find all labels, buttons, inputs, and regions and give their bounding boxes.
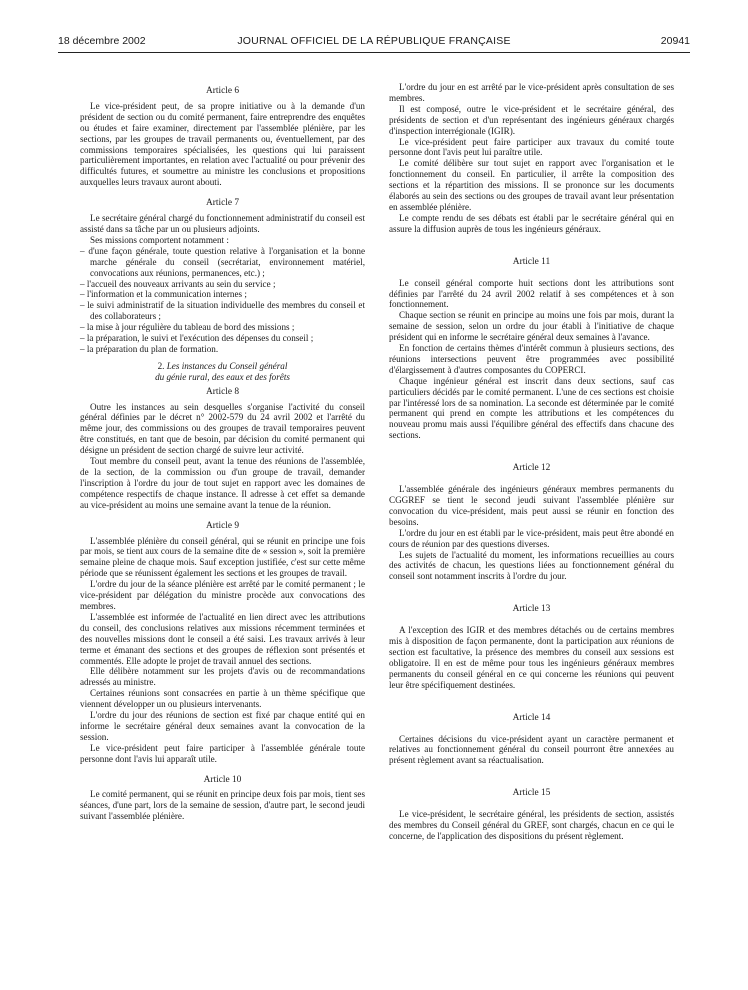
- list-item: – l'information et la communication internes ;: [80, 289, 247, 300]
- article-10-paragraph-2: L'ordre du jour en est arrêté par le vice-président après consultation de ses membres.: [389, 82, 674, 103]
- article-10-paragraph-4: Le vice-président peut faire participer aux travaux du comité toute personne dont l'avis peut lui paraître utile.: [389, 136, 674, 158]
- article-9-paragraph-2: L'ordre du jour de la séance plénière est arrêté par le comité permanent ; le vice-président par délégation du ministre procède aux convocations des membres.: [80, 579, 365, 611]
- article-7-title: Article 7: [205, 198, 240, 209]
- article-13-title: Article 13: [512, 604, 551, 615]
- left-column: [80, 82, 365, 822]
- header-date: 18 décembre 2002: [58, 35, 146, 47]
- article-14-title: Article 14: [512, 712, 551, 723]
- header-page-number: 20941: [660, 35, 690, 47]
- article-11-paragraph-4: Chaque ingénieur général est inscrit dans deux sections, sauf cas particuliers décidés par le comité permanent. L'une de ces sections est choisie par l'intéressé lors de sa nomination. La seconde est déterminée par le comité permanent qui prend en compte les attributions et les compétences du nouveau promu mais aussi l'équilibre général des effectifs dans chacune des sections.: [389, 375, 674, 441]
- article-9-paragraph-5: Certaines réunions sont consacrées en partie à un thème spécifique que viennent développer un ou plusieurs intervenants.: [80, 688, 365, 710]
- list-item: – d'une façon générale, toute question relative à l'organisation et la bonne marche générale du conseil (secrétariat, environnement matériel, convocations aux réunions, permanences, etc.) ;: [80, 245, 365, 278]
- article-6-title: Article 6: [205, 86, 240, 96]
- right-column: [389, 82, 674, 842]
- article-15-paragraph-1: Le vice-président, le secrétaire général, les présidents de section, assistés des membres du Conseil général du GREF, sont chargés, chacun en ce qui le concerne, de l'application des dispositions du présent règlement.: [389, 809, 674, 841]
- list-item: – la mise à jour régulière du tableau de bord des missions ;: [80, 322, 295, 333]
- article-10-title: Article 10: [203, 774, 242, 785]
- article-10-paragraph-3: Il est composé, outre le vice-président et le secrétaire général, des présidents de section et d'un représentant des ingénieurs généraux chargés d'inspection interrégionale (IGIR).: [389, 103, 674, 136]
- article-9-paragraph-7: Le vice-président peut faire participer à l'assemblée générale toute personne dont l'avis lui apparaît utile.: [80, 742, 365, 764]
- article-11-paragraph-3: En fonction de certains thèmes d'intérêt commun à plusieurs sections, des réunions intersections peuvent être programmées avec possibilité d'élargissement à d'autres composantes du COPERCI.: [389, 343, 674, 375]
- article-9-title: Article 9: [205, 520, 240, 531]
- article-12-paragraph-2: L'ordre du jour en est établi par le vice-président, mais peut être abondé en cours de réunion par des questions diverses.: [389, 527, 674, 549]
- article-8-paragraph-2: Tout membre du conseil peut, avant la tenue des réunions de l'assemblée, de la section, de la commission ou d'un groupe de travail, demander l'inscription à l'ordre du jour de tout sujet en rapport avec les domaines de compétence respectifs de chaque instance. Il adresse à cet effet sa demande au vice-président au moins une semaine avant la tenue de la réunion.: [80, 456, 365, 510]
- header-journal-title: JOURNAL OFFICIEL DE LA RÉPUBLIQUE FRANÇAISE: [237, 35, 511, 47]
- article-7-paragraph-2: Ses missions comportent notamment :: [90, 234, 229, 245]
- header-rule: [58, 52, 690, 53]
- section-2-number: 2.: [157, 360, 165, 371]
- article-11-paragraph-2: Chaque section se réunit en principe au moins une fois par mois, durant la semaine de session, selon un ordre du jour établi à l'initiative de chaque président qui en informe le secrétaire général deux semaines à l'avance.: [389, 310, 674, 343]
- article-10-paragraph-6: Le compte rendu de ses débats est établi par le secrétaire général qui en assure la diffusion auprès de tous les ingénieurs généraux.: [389, 212, 674, 234]
- article-12-paragraph-3: Les sujets de l'actualité du moment, les informations recueillies au cours des activités de chacun, les questions liées au fonctionnement général du conseil sont notamment inscrits à l'ordre du jour.: [389, 549, 674, 582]
- article-12-paragraph-1: L'assemblée générale des ingénieurs généraux membres permanents du CGGREF se tient le second jeudi suivant l'assemblée plénière sur convocation du vice-président, mais peut aussi se réunir en fonction des besoins.: [389, 484, 674, 527]
- article-7-paragraph-1: Le secrétaire général chargé du fonctionnement administratif du conseil est assisté dans sa tâche par un ou plusieurs adjoints.: [80, 213, 365, 234]
- article-15-title: Article 15: [512, 788, 551, 799]
- article-10-paragraph-5: Le comité délibère sur tout sujet en rapport avec l'organisation et le fonctionnement du conseil. En particulier, il arrête la composition des sections et la répartition des missions. Il se prononce sur les documents élaborés au sein des sections ou des groupes de travail avant leur présentation en assemblée plénière.: [389, 158, 674, 212]
- list-item: – l'accueil des nouveaux arrivants au sein du service ;: [80, 278, 276, 289]
- section-2-line-1: Les instances du Conseil général: [166, 360, 288, 371]
- list-item: – le suivi administratif de la situation individuelle des membres du conseil et des collaborateurs ;: [80, 300, 365, 322]
- article-7-mission-list: [80, 246, 365, 355]
- article-8-paragraph-1: Outre les instances au sein desquelles s'organise l'activité du conseil général définies par le décret n° 2002-579 du 24 avril 2002 et l'arrêté du même jour, des commissions ou des groupes de travail temporaires peuvent être constitués, en tant que de besoin, par décision du comité permanent qui désigne un président de section chargé de suivre leur activité.: [80, 401, 365, 456]
- section-2-line-2: du génie rural, des eaux et des forêts: [155, 371, 290, 382]
- section-2-heading: [80, 361, 365, 383]
- article-9-paragraph-1: L'assemblée plénière du conseil général, qui se réunit en principe une fois par mois, se tient aux cours de la semaine dite de « session », soit la première semaine pleine de chaque mois. Sauf exception justifiée, c'est sur cette même période que se réunissent également les sections et les groupes de travail.: [80, 535, 365, 579]
- article-9-paragraph-4: Elle délibère notamment sur les projets d'avis ou de recommandations adressés au ministre.: [80, 666, 365, 688]
- article-14-paragraph-1: Certaines décisions du vice-président ayant un caractère permanent et relatives au fonctionnement général du conseil pourront être annexées au présent règlement avant sa réactualisation.: [389, 733, 674, 766]
- page-header: [58, 35, 690, 51]
- article-9-paragraph-3: L'assemblée est informée de l'actualité en lien direct avec les attributions du conseil, des conclusions relatives aux missions récemment terminées et des nouvelles missions dont le conseil a été saisi. Les travaux arrivés à leur terme et émanant des sections et des groupes de réflexion sont présentés et commentés. Elle adopte le projet de travail annuel des sections.: [80, 611, 365, 666]
- article-11-title: Article 11: [512, 256, 551, 267]
- article-11-paragraph-1: Le conseil général comporte huit sections dont les attributions sont définies par l'arrêté du 24 avril 2002 relatif à ses compétences et à son fonctionnement.: [389, 277, 674, 310]
- article-12-title: Article 12: [512, 463, 551, 474]
- article-13-paragraph-1: A l'exception des IGIR et des membres détachés ou de certains membres mis à disposition de façon permanente, dont la participation aux réunions de section est facultative, la présence des membres du conseil aux sessions est obligatoire. Il en est de même pour tous les ingénieurs généraux membres permanents du conseil général en ce qui concerne les réunions qui peuvent leur être spécifiquement destinées.: [389, 625, 674, 690]
- article-8-title: Article 8: [205, 386, 240, 397]
- article-10-paragraph-1: Le comité permanent, qui se réunit en principe deux fois par mois, tient ses séances, d'une part, lors de la semaine de session, d'autre part, le second jeudi suivant l'assemblée plénière.: [80, 789, 365, 822]
- list-item: – la préparation du plan de formation.: [80, 343, 219, 354]
- article-9-paragraph-6: L'ordre du jour des réunions de section est fixé par chaque entité qui en informe le secrétaire général deux semaines avant la convocation de la session.: [80, 710, 365, 742]
- article-6-paragraph: Le vice-président peut, de sa propre initiative ou à la demande d'un président de section ou du comité permanent, faire entreprendre des enquêtes ou études et faire examiner, directement par l'assemblée plénière, par les sections, par les groupes de travail permanents ou, éventuellement, par des commissions temporaires spécialisées, les questions qui lui paraissent particulièrement importantes, en relation avec l'actualité ou pour prévenir des difficultés futures, et soumettre au ministre les conclusions et propositions auxquelles leurs travaux auront abouti.: [80, 100, 365, 188]
- list-item: – la préparation, le suivi et l'exécution des dépenses du conseil ;: [80, 333, 314, 344]
